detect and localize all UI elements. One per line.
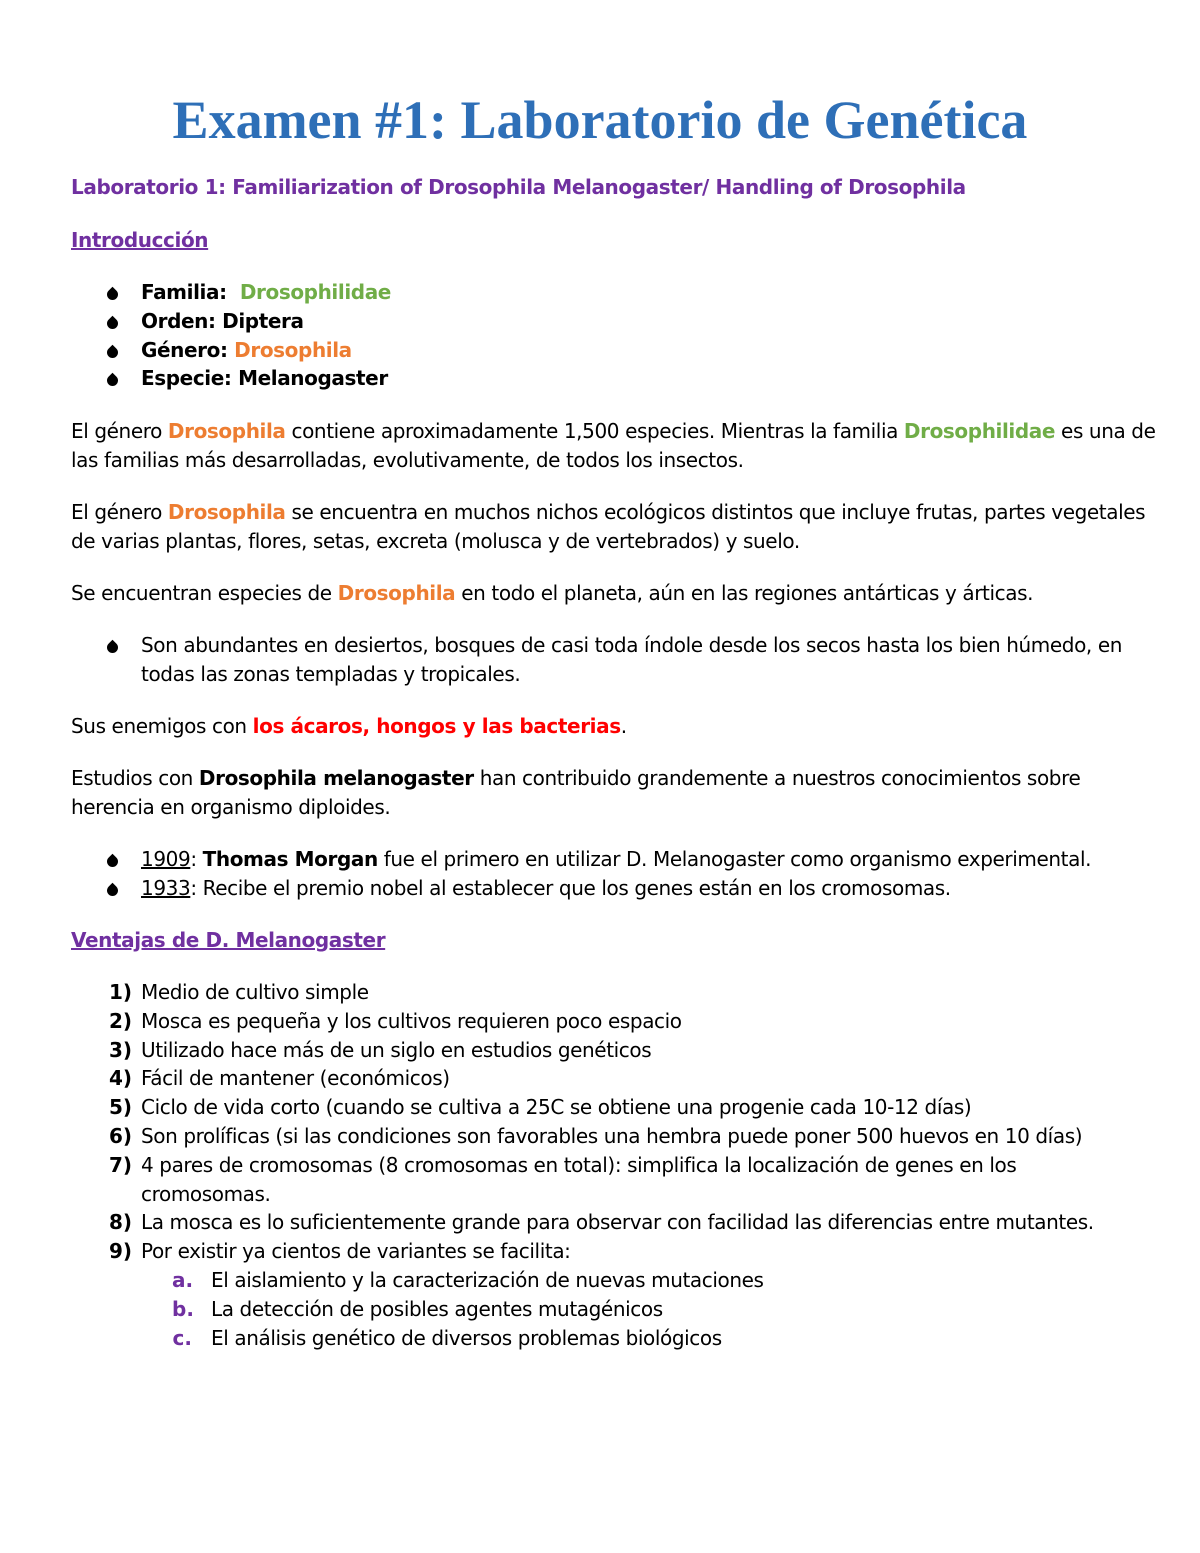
list-number: 8) (108, 1210, 132, 1234)
paragraph-genus-line2: las familias más desarrolladas, evolutivamente, de todos los insectos. (71, 448, 744, 472)
paragraph-enemies: Sus enemigos con los ácaros, hongos y las bacterias. (71, 714, 627, 738)
list-number: 3) (108, 1038, 132, 1062)
list-number: 9) (108, 1239, 132, 1263)
list-item: Por existir ya cientos de variantes se facilita: (141, 1239, 571, 1263)
list-item: 4 pares de cromosomas (8 cromosomas en total): simplifica la localización de genes en los (141, 1153, 1017, 1177)
list-item: Fácil de mantener (económicos) (141, 1066, 450, 1090)
list-number: 7) (108, 1153, 132, 1177)
history-item-1909: 1909: Thomas Morgan fue el primero en utilizar D. Melanogaster como organismo experimental. (141, 847, 1092, 871)
bullet-icon (102, 278, 122, 307)
paragraph-niches-line2: de varias plantas, flores, setas, excreta (molusca y de vertebrados) y suelo. (71, 529, 800, 553)
list-number: 1) (108, 980, 132, 1004)
list-item: Mosca es pequeña y los cultivos requieren poco espacio (141, 1009, 682, 1033)
list-item: La mosca es lo suficientemente grande para observar con facilidad las diferencias entre mutantes. (141, 1210, 1094, 1234)
list-item: Medio de cultivo simple (141, 980, 369, 1004)
paragraph-niches-line1: El género Drosophila se encuentra en muchos nichos ecológicos distintos que incluye frutas, partes vegetales (71, 500, 1146, 524)
list-item: Son prolíficas (si las condiciones son favorables una hembra puede poner 500 huevos en 10 días) (141, 1124, 1083, 1148)
sublist-item: La detección de posibles agentes mutagénicos (211, 1297, 663, 1321)
taxonomy-especie: Especie: Melanogaster (141, 366, 388, 390)
sublist-letter: c. (172, 1326, 192, 1350)
bullet-icon (102, 874, 122, 903)
sublist-letter: b. (172, 1297, 194, 1321)
list-item: Ciclo de vida corto (cuando se cultiva a 25C se obtiene una progenie cada 10-12 días) (141, 1095, 972, 1119)
list-item: Utilizado hace más de un siglo en estudios genéticos (141, 1038, 652, 1062)
taxonomy-familia: Familia: Drosophilidae (141, 280, 391, 304)
paragraph-studies-line2: herencia en organismo diploides. (71, 795, 391, 819)
bullet-icon (102, 845, 122, 874)
lab-subtitle: Laboratorio 1: Familiarization of Drosophila Melanogaster/ Handling of Drosophila (71, 175, 966, 199)
list-number: 4) (108, 1066, 132, 1090)
habitat-line2: todas las zonas templadas y tropicales. (141, 662, 521, 686)
bullet-icon (102, 307, 122, 336)
paragraph-studies-line1: Estudios con Drosophila melanogaster han contribuido grandemente a nuestros conocimientos sobre (71, 766, 1081, 790)
taxonomy-genero: Género: Drosophila (141, 338, 352, 362)
ventajas-heading: Ventajas de D. Melanogaster (71, 928, 386, 952)
habitat-line1: Son abundantes en desiertos, bosques de casi toda índole desde los secos hasta los bien húmedo, en (141, 633, 1123, 657)
list-item-continuation: cromosomas. (141, 1182, 271, 1206)
sublist-item: El aislamiento y la caracterización de nuevas mutaciones (211, 1268, 764, 1292)
list-number: 5) (108, 1095, 132, 1119)
paragraph-genus-line1: El género Drosophila contiene aproximadamente 1,500 especies. Mientras la familia Drosophilidae es una de (71, 419, 1156, 443)
history-item-1933: 1933: Recibe el premio nobel al establecer que los genes están en los cromosomas. (141, 876, 951, 900)
sublist-item: El análisis genético de diversos problemas biológicos (211, 1326, 722, 1350)
list-number: 6) (108, 1124, 132, 1148)
bullet-icon (102, 631, 122, 660)
sublist-letter: a. (172, 1268, 194, 1292)
intro-heading: Introducción (71, 228, 209, 252)
list-number: 2) (108, 1009, 132, 1033)
page-title: Examen #1: Laboratorio de Genética (172, 90, 1028, 150)
taxonomy-orden: Orden: Diptera (141, 309, 304, 333)
bullet-icon (102, 336, 122, 365)
paragraph-distribution: Se encuentran especies de Drosophila en todo el planeta, aún en las regiones antárticas y árticas. (71, 581, 1034, 605)
bullet-icon (102, 364, 122, 393)
